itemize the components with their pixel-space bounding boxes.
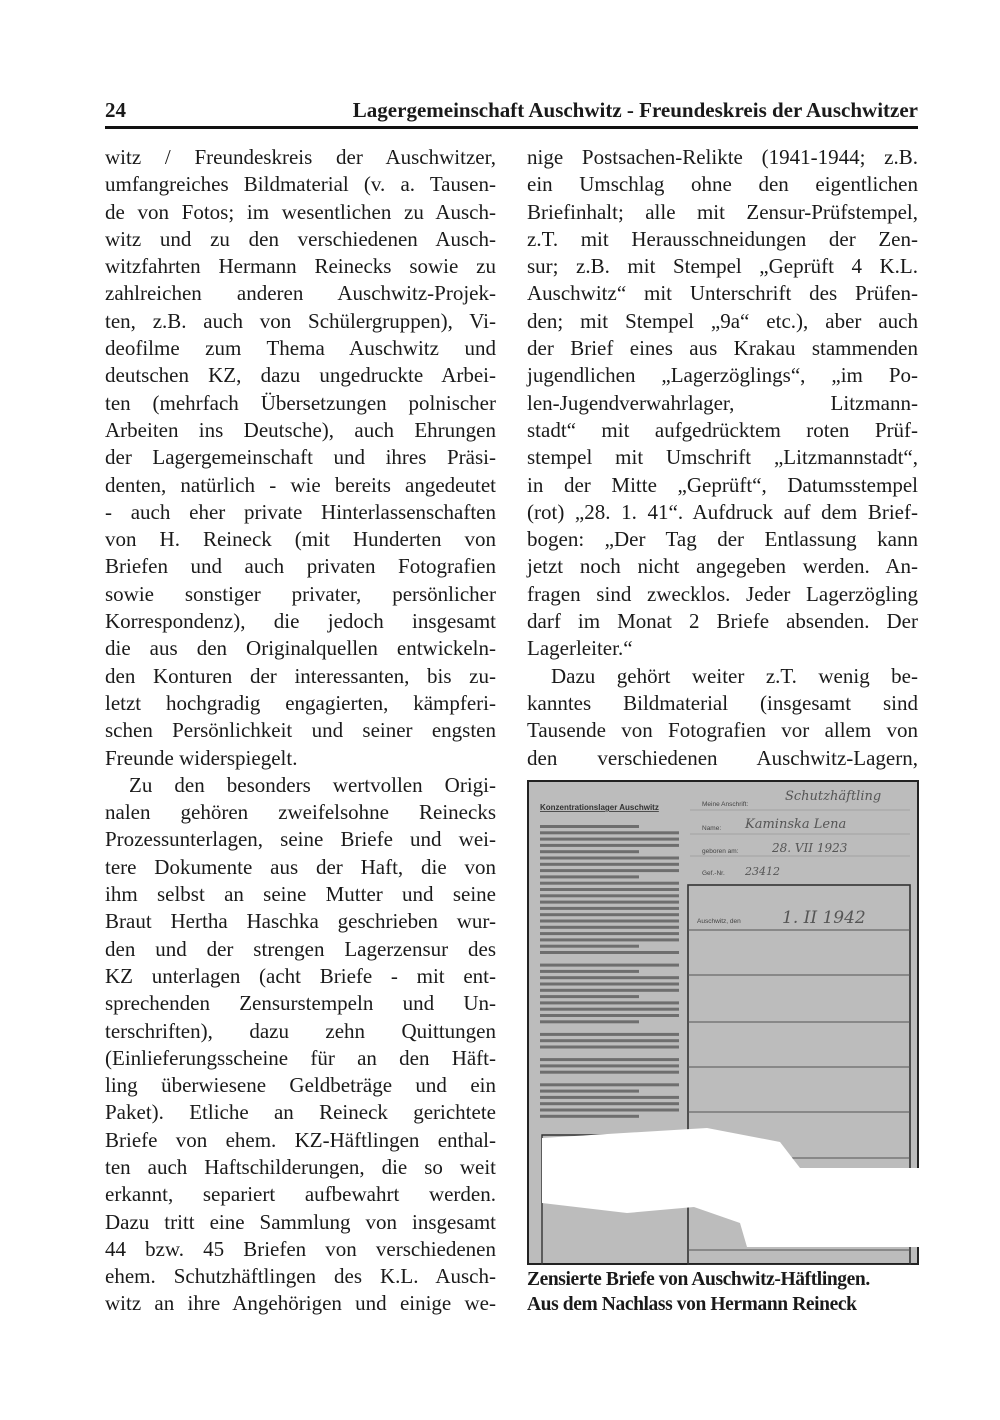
text-line: terschriften), dazu zehn Quittungen: [105, 1018, 496, 1043]
photo-text-line: [540, 825, 639, 828]
photo-text-line: [540, 913, 679, 916]
text-line: denten, natürlich - wie bereits angedeutet: [105, 472, 496, 497]
photo-text-line: [540, 1033, 679, 1036]
caption-line-2: Aus dem Nachlass von Hermann Reineck: [527, 1294, 857, 1315]
text-line: Korrespondenz), die jedoch insgesamt: [105, 609, 496, 634]
text-line: jetzt noch nicht angegeben werden. An-: [527, 554, 918, 579]
text-line: fragen sind zwecklos. Jeder Lagerzögling: [527, 581, 918, 606]
text-line: Briefen und auch privaten Fotografien: [105, 554, 496, 579]
text-line: Briefe von ehem. KZ-Häftlingen enthal-: [105, 1127, 496, 1152]
photo-text-line: [540, 1039, 679, 1042]
text-line: nalen gehören zweifelsohne Reinecks: [105, 800, 496, 825]
running-title: Lagergemeinschaft Auschwitz - Freundeskreis der Auschwitzer: [352, 98, 918, 122]
photo-text-line: [540, 1109, 679, 1112]
photo-hand-number: 23412: [745, 865, 780, 878]
text-line: jugendlichen „Lagerzöglings“, „im Po-: [527, 363, 918, 388]
text-line: ten, z.B. auch von Schülergruppen), Vi-: [105, 308, 496, 333]
censored-letter-photo: [527, 780, 919, 1265]
text-line: deutschen KZ, dazu ungedruckte Arbei-: [105, 363, 496, 388]
photo-text-line: [540, 1020, 639, 1023]
text-line: Freunde widerspiegelt.: [105, 745, 298, 770]
text-line: stadt“ mit aufgedrücktem roten Prüf-: [527, 417, 918, 442]
text-line: kanntes Bildmaterial (insgesamt sind: [527, 690, 918, 715]
text-line: Dazu gehört weiter z.T. wenig be-: [551, 663, 918, 688]
photo-text-line: [540, 875, 639, 878]
text-line: Prozessunterlagen, seine Briefe und wei-: [105, 827, 496, 852]
text-line: sowie sonstiger privater, persönlicher: [105, 581, 496, 606]
text-line: nige Postsachen-Relikte (1941-1944; z.B.: [527, 145, 918, 169]
photo-text-line: [540, 1096, 679, 1099]
text-line: die aus den Originalquellen entwickeln-: [105, 636, 496, 661]
text-line: erkannt, separiert aufbewahrt werden.: [105, 1182, 496, 1207]
text-line: Briefinhalt; alle mit Zensur-Prüfstempel,: [527, 199, 918, 224]
text-line: der Lagergemeinschaft und ihres Präsi-: [105, 445, 496, 470]
photo-text-line: [540, 882, 679, 885]
photo-text-line: [540, 951, 679, 954]
photo-text-line: [540, 894, 679, 897]
photo-text-line: [540, 857, 679, 860]
photo-text-line: [540, 983, 679, 986]
text-line: zahlreichen anderen Auschwitz-Projek-: [105, 281, 496, 306]
photo-text-line: [540, 1046, 679, 1049]
text-line: witz / Freundeskreis der Auschwitzer,: [105, 145, 496, 169]
photo-text-line: [540, 844, 679, 847]
photo-text-line: [540, 989, 679, 992]
photo-text-line: [540, 976, 679, 979]
text-line: Dazu tritt eine Sammlung von insgesamt: [105, 1209, 496, 1234]
left-text-column: [105, 144, 496, 1318]
photo-text-line: [540, 888, 679, 891]
text-line: tere Dokumente aus der Haft, die von: [105, 854, 496, 879]
text-line: darf im Monat 2 Briefe absenden. Der: [527, 609, 918, 634]
photo-text-line: [540, 838, 679, 841]
text-line: letzt hochgradig engagierten, kämpferi-: [105, 690, 496, 715]
photo-text-line: [540, 970, 639, 973]
text-line: sur; z.B. mit Stempel „Geprüft 4 K.L.: [527, 254, 918, 279]
photo-text-line: [540, 1071, 679, 1074]
photo-heading: Konzentrationslager Auschwitz: [540, 803, 659, 812]
photo-field-name: Name:: [702, 825, 722, 832]
text-line: witzfahrten Hermann Reinecks sowie zu: [105, 254, 496, 279]
photo-text-line: [540, 869, 679, 872]
text-line: schen Persönlichkeit und seiner engsten: [105, 718, 496, 743]
text-line: Lagerleiter.“: [527, 636, 633, 661]
photo-field-born: geboren am:: [702, 848, 739, 855]
text-line: ein Umschlag ohne den eigentlichen: [527, 172, 918, 197]
photo-text-line: [540, 863, 679, 866]
text-line: de von Fotos; im wesentlichen zu Ausch-: [105, 199, 496, 224]
photo-text-line: [540, 831, 679, 834]
photo-text-line: [540, 964, 679, 967]
photo-hand-date: 1. II 1942: [782, 908, 866, 928]
photo-text-line: [540, 1090, 639, 1093]
text-line: z.T. mit Herausschneidungen der Zen-: [527, 226, 918, 251]
text-line: - auch eher private Hinterlassenschaften: [105, 499, 496, 524]
photo-text-line: [540, 850, 639, 853]
text-line: witz und zu den verschiedenen Ausch-: [105, 226, 496, 251]
text-line: ihm selbst an seine Mutter und seine: [105, 882, 496, 907]
photo-hand-address: Schutzhäftling: [785, 789, 882, 804]
text-line: Braut Hertha Haschka geschrieben wur-: [105, 909, 496, 934]
text-line: den Konturen der interessanten, bis zu-: [105, 663, 496, 688]
photo-text-line: [540, 907, 679, 910]
photo-text-line: [540, 920, 679, 923]
text-line: den; mit Stempel „9a“ etc.), aber auch: [527, 308, 918, 333]
text-line: KZ unterlagen (acht Briefe - mit ent-: [105, 963, 496, 988]
photo-text-line: [540, 1064, 679, 1067]
photo-text-line: [540, 1001, 679, 1004]
text-line: umfangreiches Bildmaterial (v. a. Tausen-: [105, 172, 496, 197]
photo-text-line: [540, 1115, 639, 1118]
text-line: Arbeiten ins Deutsche), auch Ehrungen: [105, 417, 496, 442]
text-line: der Brief eines aus Krakau stammenden: [527, 336, 918, 361]
text-line: bogen: „Der Tag der Entlassung kann: [527, 527, 918, 552]
text-line: sprechenden Zensurstempeln und Un-: [105, 991, 496, 1016]
text-line: deofilme zum Thema Auschwitz und: [105, 336, 496, 361]
photo-text-line: [540, 1058, 679, 1061]
text-line: von H. Reineck (mit Hunderten von: [105, 527, 496, 552]
photo-field-number: Gef.-Nr.: [702, 870, 725, 877]
text-line: len-Jugendverwahrlager, Litzmann-: [527, 390, 918, 415]
photo-text-line: [540, 901, 679, 904]
photo-text-line: [540, 1102, 679, 1105]
right-text-column: [527, 144, 918, 772]
text-line: Paket). Etliche an Reineck gerichtete: [105, 1100, 496, 1125]
text-line: Auschwitz“ mit Unterschrift des Prüfen-: [527, 281, 918, 306]
photo-text-line: [540, 945, 639, 948]
header-rule: [105, 126, 918, 129]
figure-caption: [527, 1267, 922, 1317]
text-line: witz an ihre Angehörigen und einige we-: [105, 1291, 496, 1316]
photo-text-line: [540, 938, 679, 941]
text-line: den und der strengen Lagerzensur des: [105, 936, 496, 961]
text-line: (rot) „28. 1. 41“. Aufdruck auf dem Brief-: [527, 499, 918, 524]
text-line: in der Mitte „Geprüft“, Datumsstempel: [527, 472, 918, 497]
page-number: 24: [105, 98, 126, 122]
photo-field-address: Meine Anschrift:: [702, 801, 749, 808]
photo-text-line: [540, 995, 639, 998]
photo-text-line: [540, 932, 679, 935]
text-line: ten auch Haftschilderungen, die so weit: [105, 1154, 496, 1179]
text-line: stempel mit Umschrift „Litzmannstadt“,: [527, 445, 918, 470]
photo-text-line: [540, 1014, 679, 1017]
text-line: den verschiedenen Auschwitz-Lagern,: [527, 745, 918, 770]
caption-line-1: Zensierte Briefe von Auschwitz-Häftlingen.: [527, 1269, 870, 1290]
text-line: ling überwiesene Geldbeträge und ein: [105, 1073, 496, 1098]
text-line: (Einlieferungsscheine für an den Häft-: [105, 1045, 496, 1070]
text-line: Zu den besonders wertvollen Origi-: [129, 772, 496, 797]
photo-field-place-date: Auschwitz, den: [697, 918, 741, 925]
text-line: 44 bzw. 45 Briefen von verschiedenen: [105, 1236, 496, 1261]
photo-text-line: [540, 926, 679, 929]
text-line: ehem. Schutzhäftlingen des K.L. Ausch-: [105, 1264, 496, 1289]
photo-text-line: [540, 1083, 679, 1086]
photo-hand-born: 28. VII 1923: [772, 841, 848, 855]
photo-hand-name: Kaminska Lena: [745, 817, 847, 832]
text-line: Tausende von Fotografien vor allem von: [527, 718, 918, 743]
photo-text-line: [540, 1008, 679, 1011]
text-line: ten (mehrfach Übersetzungen polnischer: [105, 390, 496, 415]
